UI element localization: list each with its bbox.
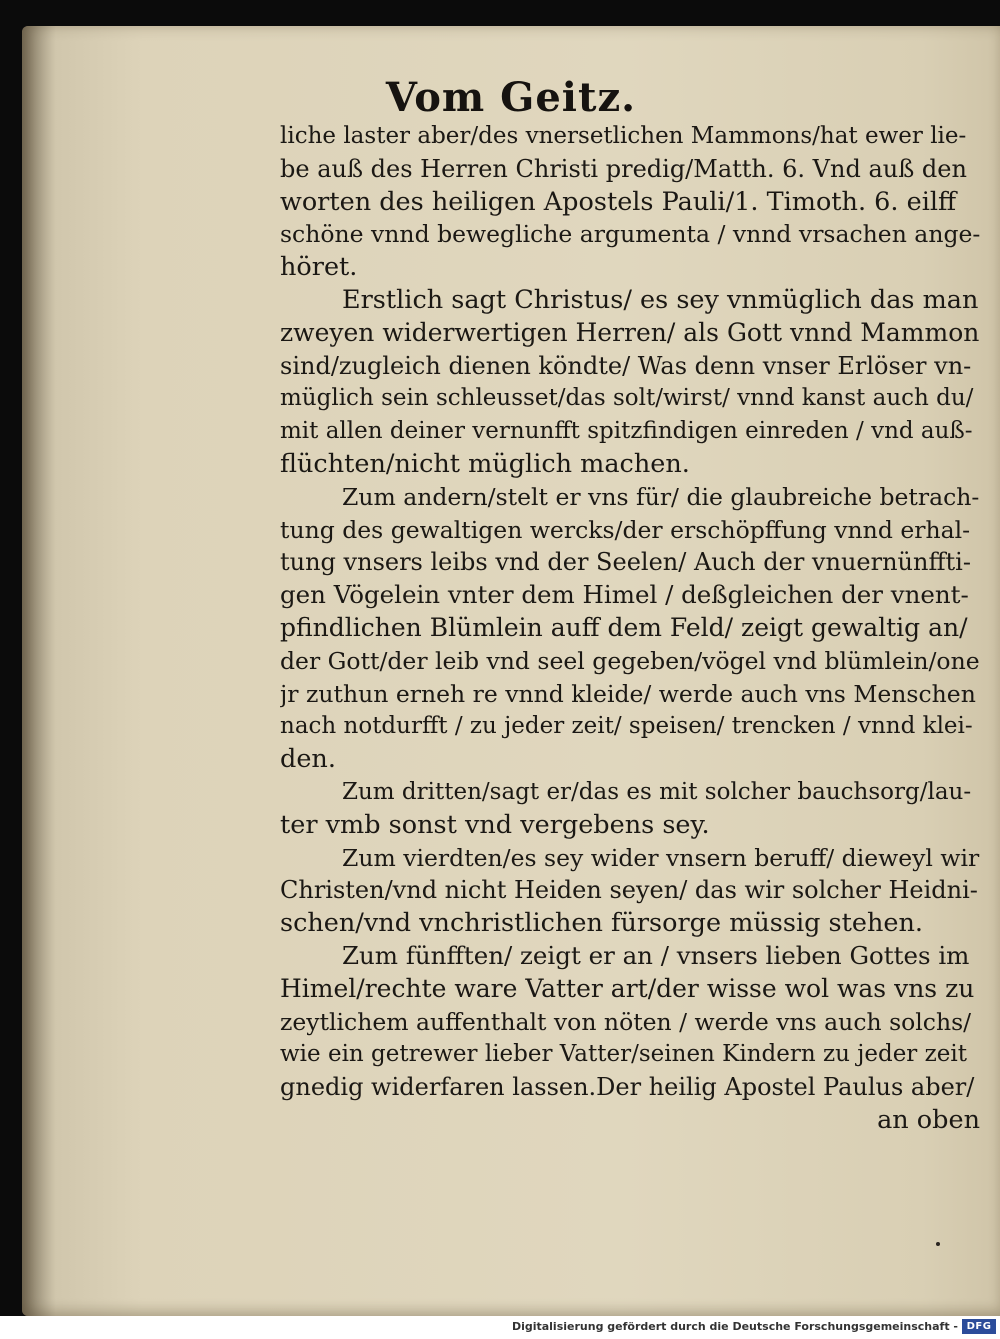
text-line: Erstlich sagt Christus/ es sey vnmüglich das man: [342, 284, 979, 315]
running-head: Vom Geitz.: [385, 74, 637, 121]
text-line: Zum dritten/sagt er/das es mit solcher bauchsorg/lau-: [342, 778, 972, 805]
text-line: schen/vnd vnchristlichen fürsorge müssig stehen.: [280, 908, 924, 939]
dfg-logo-icon: DFG: [962, 1319, 996, 1334]
text-line: worten des heiligen Apostels Pauli/1. Timoth. 6. eilff: [280, 186, 957, 217]
text-line: mit allen deiner vernunfft spitzfindigen einreden / vnd auß-: [280, 418, 973, 445]
text-line: gnedig widerfaren lassen.Der heilig Apostel Paulus aber/: [280, 1073, 975, 1102]
text-line: liche laster aber/des vnersetlichen Mammons/hat ewer lie-: [280, 123, 967, 149]
text-line: nach notdurfft / zu jeder zeit/ speisen/ trencken / vnnd klei-: [280, 713, 973, 740]
text-line: be auß des Herren Christi predig/Matth. 6. Vnd auß den: [280, 154, 967, 183]
spine-shadow: [22, 26, 56, 1316]
text-line: Zum fünfften/ zeigt er an / vnsers lieben Gottes im: [342, 940, 970, 970]
text-line: Zum vierdten/es sey wider vnsern beruff/ dieweyl wir: [342, 843, 980, 872]
text-line: wie ein getrewer lieber Vatter/seinen Kindern zu jeder zeit: [280, 1041, 967, 1068]
text-line: müglich sein schleusset/das solt/wirst/ vnnd kanst auch du/: [280, 385, 974, 412]
text-line: ter vmb sonst vnd vergebens sey.: [280, 809, 710, 840]
text-line: pfindlichen Blümlein auff dem Feld/ zeigt gewaltig an/: [280, 612, 968, 642]
body-text: [280, 120, 980, 1137]
catchword: an oben: [877, 1104, 980, 1135]
text-line: gen Vögelein vnter dem Himel / deßgleichen der vnent-: [280, 580, 969, 610]
text-line: sind/zugleich dienen köndte/ Was denn vnser Erlöser vn-: [280, 351, 972, 380]
text-line: flüchten/nicht müglich machen.: [280, 448, 690, 479]
text-line: tung vnsers leibs vnd der Seelen/ Auch der vnuernünffti-: [280, 548, 971, 577]
text-line: schöne vnnd bewegliche argumenta / vnnd vrsachen ange-: [280, 220, 980, 249]
text-line: Christen/vnd nicht Heiden seyen/ das wir solcher Heidni-: [280, 876, 978, 905]
footer-bar: [0, 1316, 1000, 1339]
text-line: zeytlichem auffenthalt von nöten / werde vns auch solchs/: [280, 1007, 972, 1036]
text-line: zweyen widerwertigen Herren/ als Gott vnnd Mammon: [280, 317, 980, 347]
text-line: Zum andern/stelt er vns für/ die glaubreiche betrach-: [342, 482, 980, 511]
text-line: jr zuthun erneh re vnnd kleide/ werde auch vns Menschen: [280, 679, 976, 708]
book-page: [22, 26, 1000, 1316]
text-line: tung des gewaltigen wercks/der erschöpffung vnnd erhal-: [280, 515, 971, 544]
text-line: der Gott/der leib vnd seel gegeben/vögel vnd blümlein/one: [280, 646, 980, 675]
text-line: höret.: [280, 252, 358, 283]
ink-speck: [936, 1242, 940, 1246]
funding-credit: Digitalisierung gefördert durch die Deutsche Forschungsgemeinschaft -: [511, 1320, 958, 1333]
text-line: Himel/rechte ware Vatter art/der wisse wol was vns zu: [280, 973, 975, 1003]
text-line: den.: [280, 744, 336, 775]
